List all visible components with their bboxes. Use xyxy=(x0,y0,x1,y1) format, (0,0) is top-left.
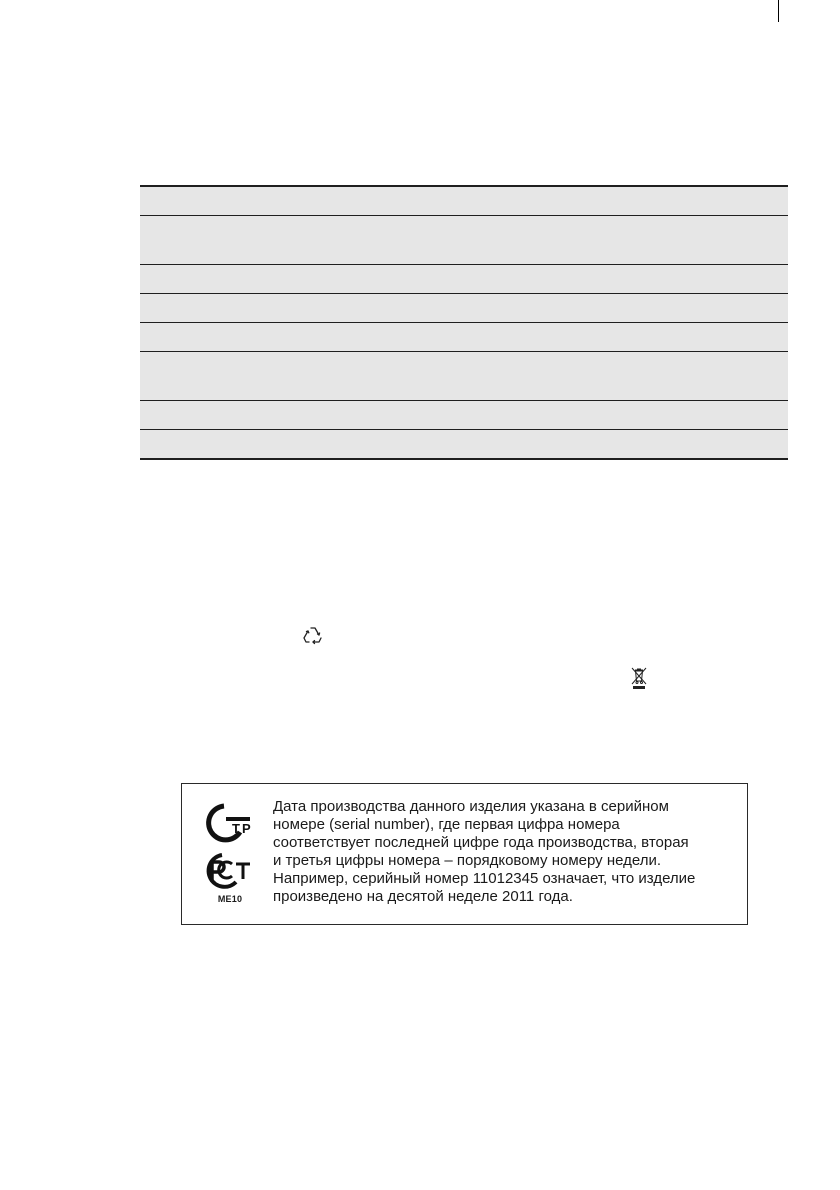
table-cell xyxy=(140,401,788,430)
certification-text-line: произведено на десятой неделе 2011 года. xyxy=(273,888,573,905)
table-cell xyxy=(140,352,788,401)
table-cell xyxy=(140,430,788,460)
specification-table xyxy=(140,185,788,460)
rst-gost-certification-mark-icon xyxy=(202,852,260,890)
table-row xyxy=(140,216,788,265)
table-cell xyxy=(140,186,788,216)
table-row xyxy=(140,294,788,323)
certification-text-line: и третья цифры номера – порядковому номеру недели. xyxy=(273,852,662,869)
certification-notice xyxy=(181,783,748,925)
svg-text:Р: Р xyxy=(242,821,251,836)
svg-text:Т: Т xyxy=(232,821,240,836)
table-row xyxy=(140,323,788,352)
table-row xyxy=(140,352,788,401)
certification-text xyxy=(273,798,743,906)
certification-text-line: номере (serial number), где первая цифра номера xyxy=(273,816,620,833)
eac-tr-certification-mark-icon xyxy=(202,802,260,844)
table-cell xyxy=(140,323,788,352)
recycle-icon xyxy=(302,625,324,649)
table-cell xyxy=(140,216,788,265)
table-cell xyxy=(140,265,788,294)
table-row xyxy=(140,265,788,294)
certification-code: ME10 xyxy=(217,894,243,904)
crossed-out-wheelie-bin-icon xyxy=(630,666,648,690)
certification-text-line: Дата производства данного изделия указана в серийном xyxy=(273,798,669,815)
certification-text-line: соответствует последней цифре года производства, вторая xyxy=(273,834,689,851)
page-corner-mark xyxy=(778,0,779,22)
table-row xyxy=(140,186,788,216)
certification-text-line: Например, серийный номер 11012345 означает, что изделие xyxy=(273,870,696,887)
table-cell xyxy=(140,294,788,323)
table-row xyxy=(140,401,788,430)
table-row xyxy=(140,430,788,460)
